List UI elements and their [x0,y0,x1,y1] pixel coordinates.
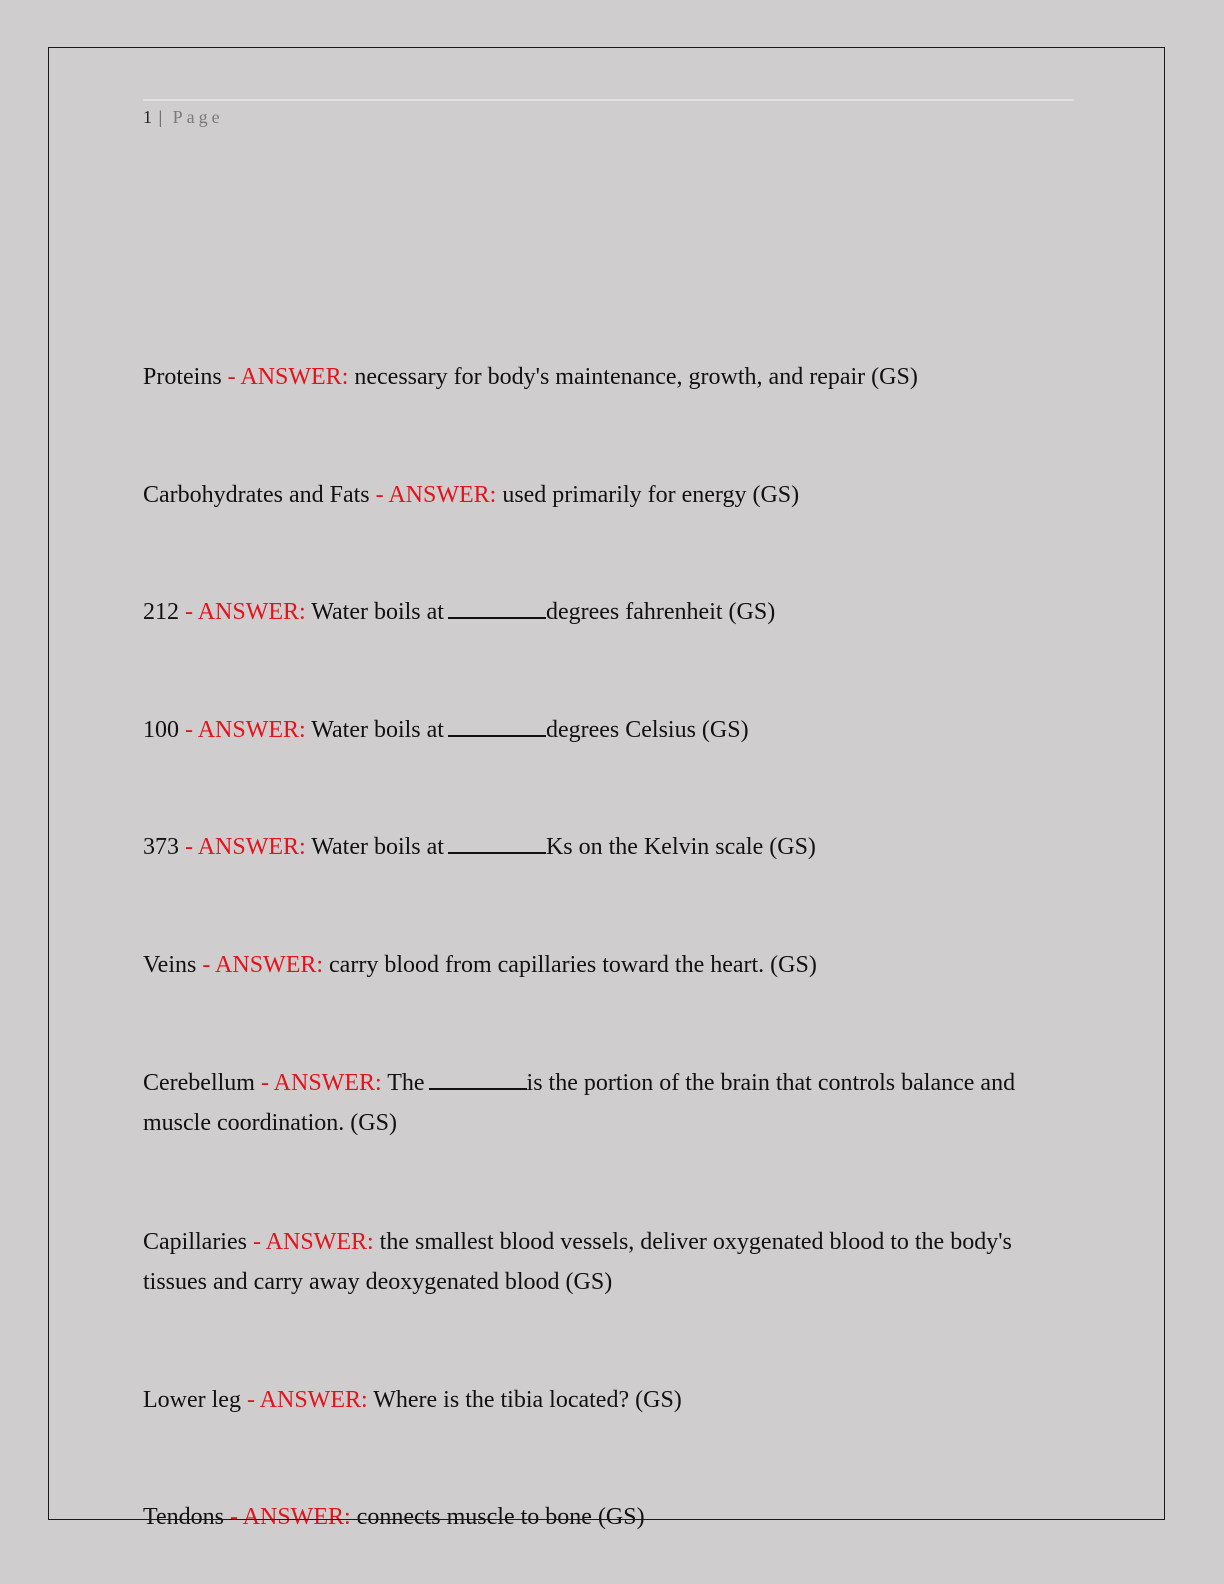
entry-answer: used primarily for energy (GS) [502,482,800,508]
entry-answer: connects muscle to bone (GS) [356,1504,645,1530]
qa-entry-100 [143,710,1053,750]
entry-term: Carbohydrates and Fats [143,482,370,508]
header-rule [143,99,1074,101]
entry-term: Tendons [143,1504,224,1530]
fill-in-blank [448,713,546,737]
qa-entry-carbohydrates [143,475,1053,515]
entry-answer: carry blood from capillaries toward the heart. (GS) [329,952,817,978]
qa-entry-proteins [143,357,1053,397]
entry-answer: necessary for body's maintenance, growth, and repair (GS) [354,364,918,390]
entry-term: 100 [143,717,179,743]
answer-label: ANSWER: [388,482,497,508]
entry-term: Veins [143,952,197,978]
fill-in-blank [448,595,546,619]
entry-answer: Water boils at [311,599,444,625]
entry-dash: - [229,1504,238,1530]
qa-entry-lower-leg [143,1380,1053,1420]
page-frame-bottom-edge [48,1519,1165,1520]
entry-answer: The [387,1070,425,1096]
fill-in-blank [448,830,546,854]
entry-dash: - [185,717,193,743]
page-header [143,107,224,128]
page-word: Page [172,107,224,127]
qa-entry-capillaries [143,1222,1053,1302]
entry-term: 373 [143,834,179,860]
answer-label: ANSWER: [197,717,306,743]
answer-label: ANSWER: [265,1229,374,1255]
answer-label: ANSWER: [215,952,324,978]
qa-entry-veins [143,945,1053,985]
page-number: 1 [143,107,153,127]
entry-answer-continued: degrees fahrenheit (GS) [545,599,776,625]
answer-label: ANSWER: [273,1070,382,1096]
entry-term: 212 [143,599,179,625]
entry-answer: the smallest blood vessels, deliver oxygenated blood to the body's tissues and carry away deoxygenated blood (GS) [143,1229,1012,1295]
qa-entry-373 [143,827,1053,867]
entry-dash: - [252,1229,261,1255]
answer-label: ANSWER: [197,599,306,625]
page-separator: | [158,107,164,127]
entry-dash: - [260,1070,269,1096]
entry-answer-continued: Ks on the Kelvin scale (GS) [545,834,816,860]
entry-dash: - [185,834,193,860]
entry-dash: - [202,952,211,978]
entry-term: Lower leg [143,1387,241,1413]
entry-answer: Water boils at [311,717,444,743]
entry-dash: - [246,1387,255,1413]
entry-dash: - [375,482,384,508]
entry-answer: Where is the tibia located? (GS) [373,1387,682,1413]
qa-entry-cerebellum [143,1063,1053,1143]
entry-term: Cerebellum [143,1070,255,1096]
answer-label: ANSWER: [240,364,349,390]
entry-term: Capillaries [143,1229,247,1255]
answer-label: ANSWER: [197,834,306,860]
answer-label: ANSWER: [259,1387,368,1413]
entry-answer-continued: degrees Celsius (GS) [545,717,749,743]
entry-answer-continued: is the portion of the brain that controls balance and muscle coordination. (GS) [143,1070,1016,1136]
fill-in-blank [429,1066,527,1090]
qa-entry-212 [143,592,1053,632]
entry-answer: Water boils at [311,834,444,860]
entry-term: Proteins [143,364,222,390]
entry-dash: - [185,599,193,625]
entry-dash: - [227,364,236,390]
qa-entry-tendons [143,1497,1053,1537]
answer-label: ANSWER: [242,1504,351,1530]
